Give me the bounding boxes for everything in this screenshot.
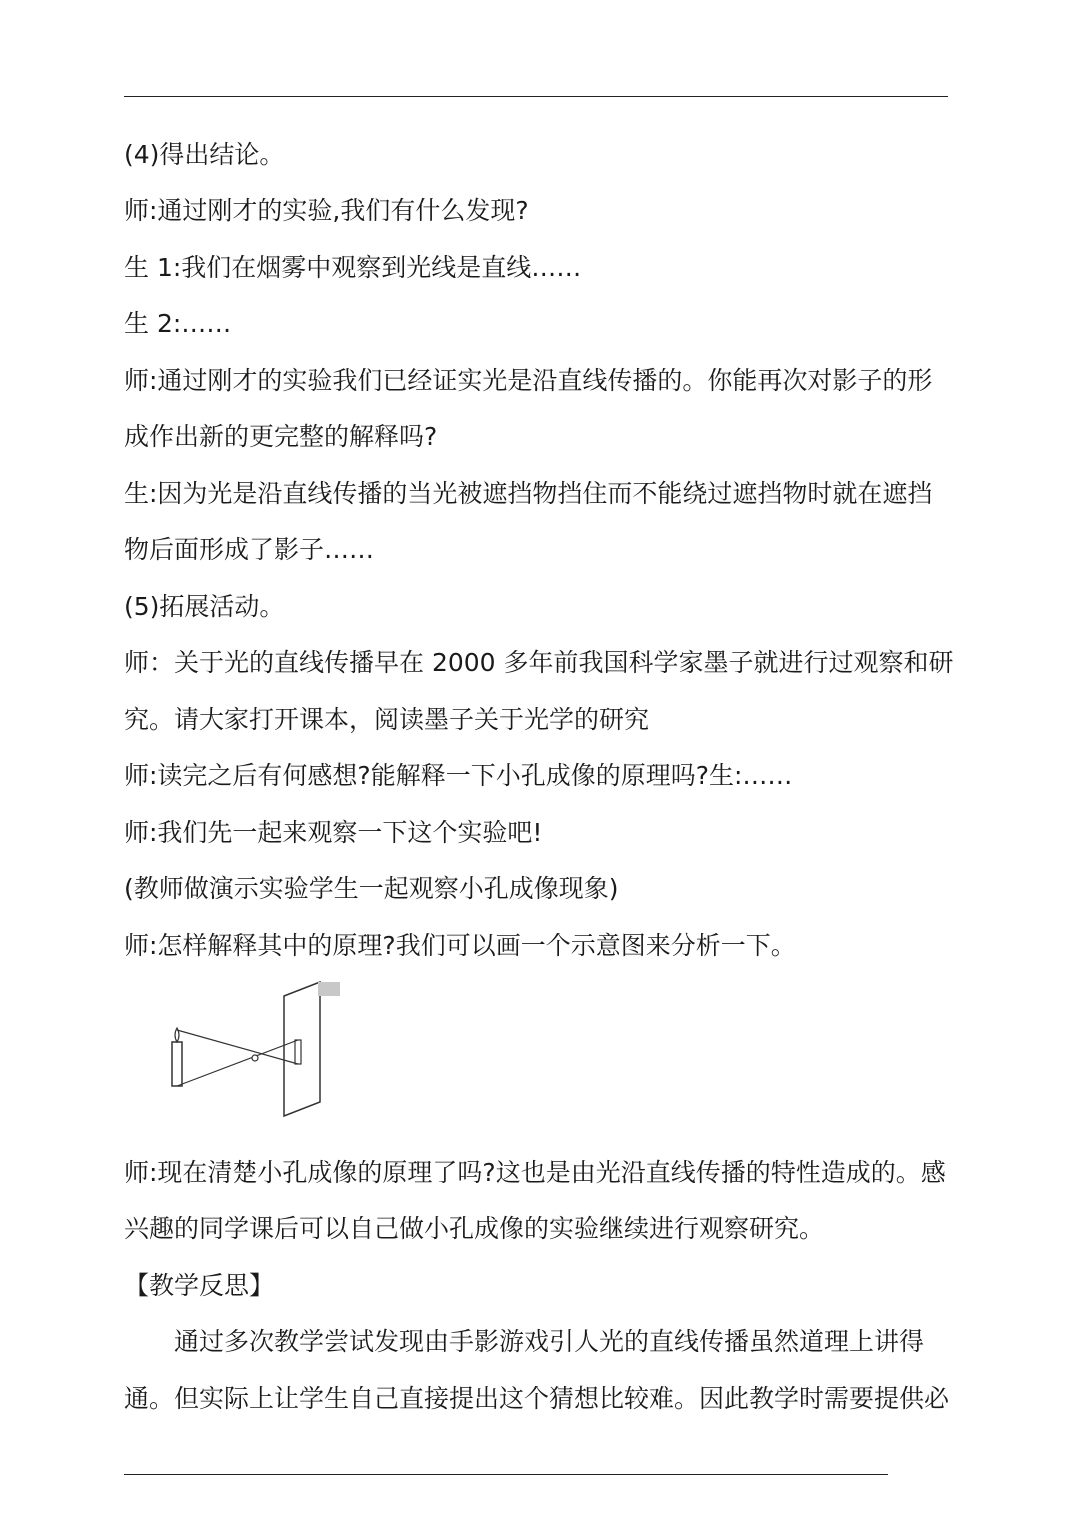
dialogue-line: 生 1:我们在烟雾中观察到光线是直线……	[124, 253, 582, 282]
dialogue-line: 生 2:……	[124, 309, 232, 338]
dialogue-line: 兴趣的同学课后可以自己做小孔成像的实验继续进行观察研究。	[124, 1214, 825, 1243]
footer-rule	[124, 1474, 888, 1475]
dialogue-line: 师:怎样解释其中的原理?我们可以画一个示意图来分析一下。	[124, 931, 796, 960]
screen-shade	[318, 982, 340, 996]
dialogue-line: 生:因为光是沿直线传播的当光被遮挡物挡住而不能绕过遮挡物时就在遮挡	[124, 479, 933, 508]
section-heading-conclusion: (4)得出结论。	[124, 140, 285, 169]
screen	[284, 982, 320, 1116]
paragraph-line: 通过多次教学尝试发现由手影游戏引人光的直线传播虽然道理上讲得	[174, 1327, 925, 1356]
dialogue-line: 师：关于光的直线传播早在 2000 多年前我国科学家墨子就进行过观察和研	[124, 648, 954, 677]
dialogue-line: 师:现在清楚小孔成像的原理了吗?这也是由光沿直线传播的特性造成的。感	[124, 1158, 946, 1187]
dialogue-line: (教师做演示实验学生一起观察小孔成像现象)	[124, 874, 619, 903]
dialogue-line: 物后面形成了影子……	[124, 535, 375, 564]
candle-icon	[172, 1042, 182, 1086]
section-heading-reflection: 【教学反思】	[124, 1271, 275, 1300]
inverted-image	[295, 1040, 301, 1064]
header-rule	[124, 96, 948, 97]
section-heading-extension: (5)拓展活动。	[124, 592, 285, 621]
dialogue-line: 师:读完之后有何感想?能解释一下小孔成像的原理吗?生:……	[124, 761, 793, 790]
dialogue-line: 究。请大家打开课本，阅读墨子关于光学的研究	[124, 705, 650, 734]
dialogue-line: 成作出新的更完整的解释吗?	[124, 422, 438, 451]
dialogue-line: 师:通过刚才的实验,我们有什么发现?	[124, 196, 529, 225]
pinhole-diagram	[160, 980, 350, 1120]
pinhole	[252, 1055, 258, 1061]
paragraph-line: 通。但实际上让学生自己直接提出这个猜想比较难。因此教学时需要提供必	[124, 1384, 950, 1413]
dialogue-line: 师:通过刚才的实验我们已经证实光是沿直线传播的。你能再次对影子的形	[124, 366, 933, 395]
dialogue-line: 师:我们先一起来观察一下这个实验吧!	[124, 818, 543, 847]
